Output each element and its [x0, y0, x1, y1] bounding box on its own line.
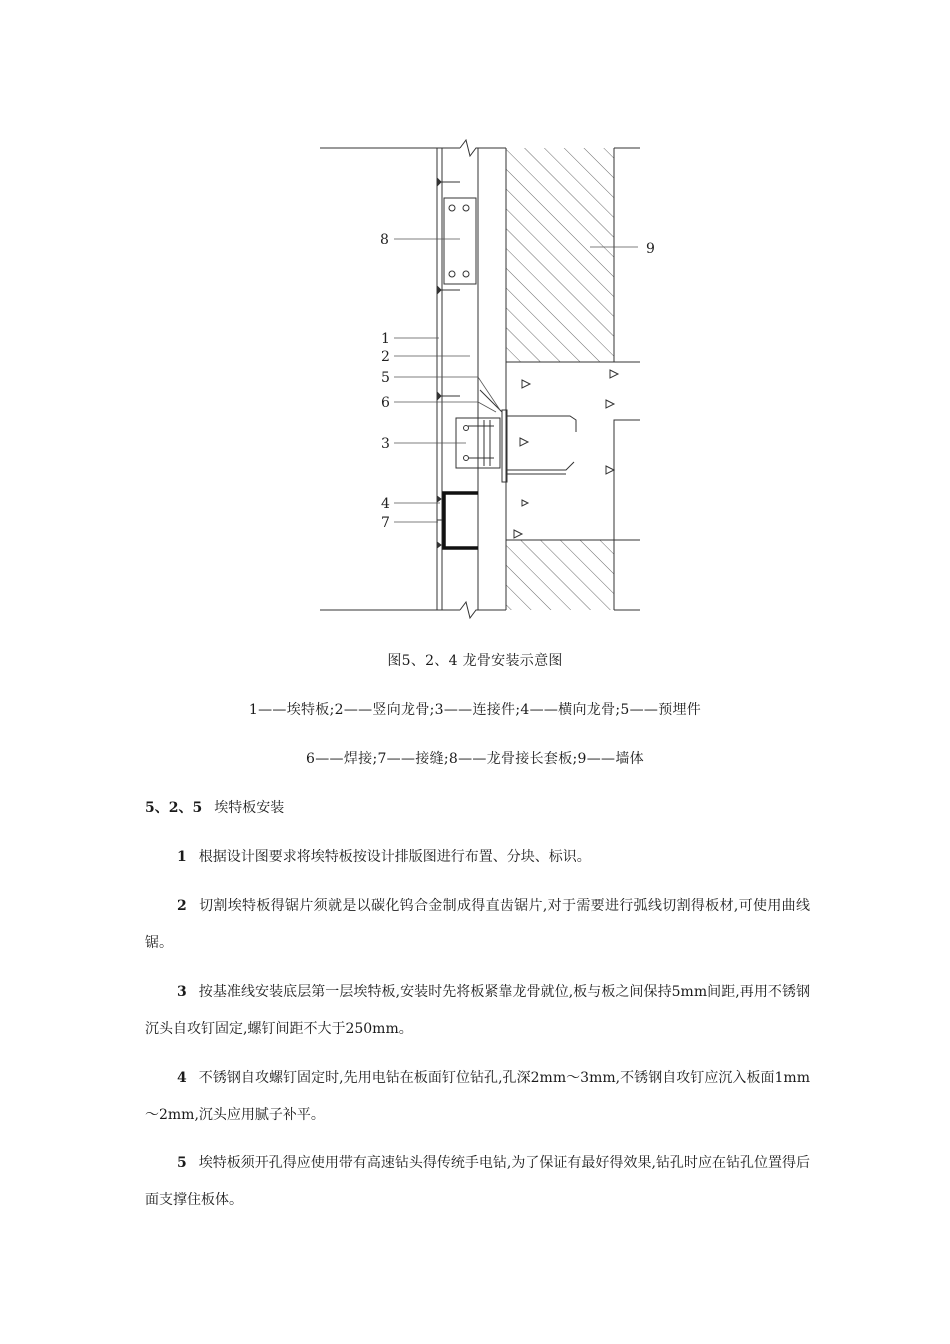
label-1: 1 [381, 331, 390, 347]
label-9: 9 [646, 241, 655, 257]
paragraph-3 [145, 974, 810, 1048]
label-6: 6 [381, 395, 390, 411]
label-4: 4 [381, 496, 390, 512]
label-7: 7 [381, 515, 390, 531]
embedded-part [502, 410, 576, 482]
section-title: 埃特板安装 [214, 800, 285, 816]
label-3: 3 [381, 436, 390, 452]
section-number: 5、2、5 [145, 800, 203, 816]
paragraph-number: 3 [177, 984, 187, 1000]
paragraph-text: 切割埃特板得锯片须就是以碳化钨合金制成得直齿锯片,对于需要进行弧线切割得板材,可使用曲线锯。 [145, 898, 810, 951]
paragraph-number: 1 [177, 849, 187, 865]
paragraph-text: 根据设计图要求将埃特板按设计排版图进行布置、分块、标识。 [198, 849, 591, 865]
paragraph-number: 4 [177, 1070, 187, 1086]
keel-splice-plate [444, 198, 476, 284]
figure-legend-line-1: 1——埃特板;2——竖向龙骨;3——连接件;4——横向龙骨;5——预埋件 [248, 702, 702, 718]
wall-hatch-upper [506, 148, 614, 362]
keel-installation-diagram [0, 0, 950, 640]
paragraph-text: 不锈钢自攻螺钉固定时,先用电钻在板面钉位钻孔,孔深2mm～3mm,不锈钢自攻钉应沉入板面1mm～2mm,沉头应用腻子补平。 [145, 1070, 810, 1123]
section-heading [145, 797, 284, 817]
paragraph-text: 埃特板须开孔得应使用带有高速钻头得传统手电钻,为了保证有最好得效果,钻孔时应在钻孔位置得后面支撑住板体。 [145, 1155, 810, 1208]
figure-title: 图5、2、4 龙骨安装示意图 [387, 653, 563, 669]
screws [437, 178, 460, 400]
label-2: 2 [381, 349, 390, 365]
paragraph-2 [145, 888, 810, 962]
label-5: 5 [381, 370, 390, 386]
label-8: 8 [380, 232, 389, 248]
paragraph-text: 按基准线安装底层第一层埃特板,安装时先将板紧靠龙骨就位,板与板之间保持5mm间距,再用不锈钢沉头自攻钉固定,螺钉间距不大于250mm。 [145, 984, 810, 1037]
paragraph-number: 2 [177, 898, 187, 914]
paragraph-5 [145, 1145, 810, 1219]
horizontal-keel [444, 493, 478, 548]
ait-board [437, 148, 442, 610]
wall-hatch-lower [506, 540, 614, 610]
paragraph-number: 5 [177, 1155, 187, 1171]
concrete-beam [506, 362, 640, 540]
paragraph-1 [145, 839, 810, 876]
figure-legend-line-2: 6——焊接;7——接缝;8——龙骨接长套板;9——墙体 [306, 751, 644, 767]
paragraph-4 [145, 1060, 810, 1134]
